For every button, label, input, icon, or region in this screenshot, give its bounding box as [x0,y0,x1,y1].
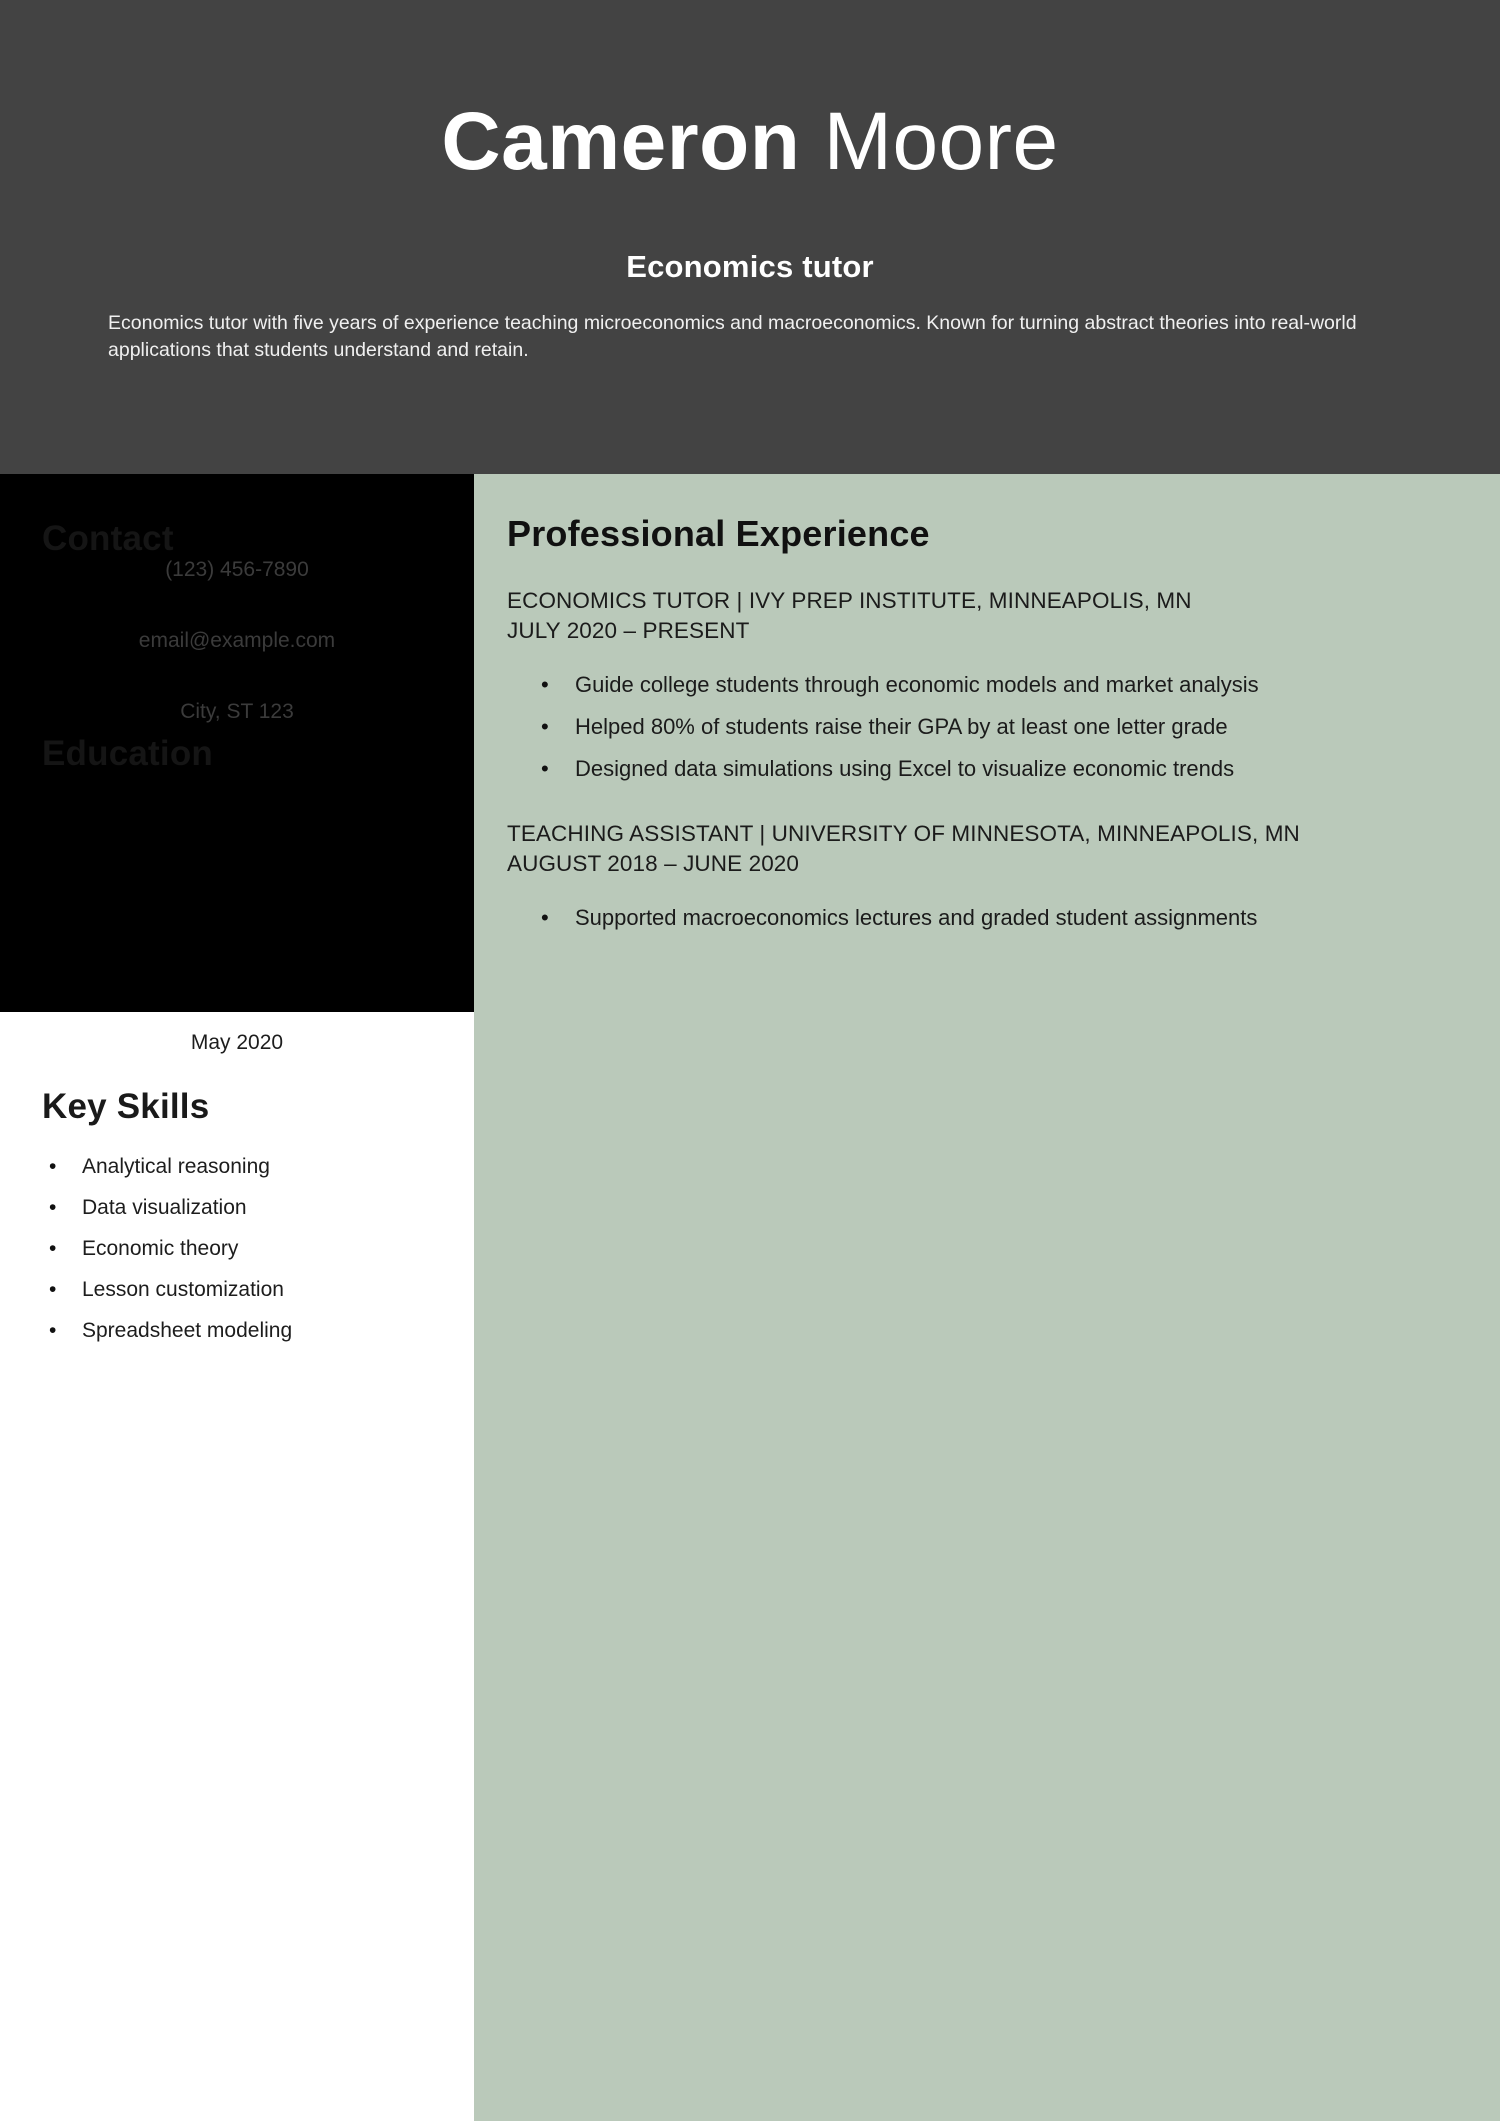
sidebar-column [0,474,474,2121]
skills-section-heading: Key Skills [42,1087,210,1126]
candidate-first-name: Cameron [441,96,801,187]
job-role-and-company: TEACHING ASSISTANT | UNIVERSITY OF MINNESOTA, MINNEAPOLIS, MN [507,821,1300,846]
job-role-and-company: ECONOMICS TUTOR | IVY PREP INSTITUTE, MINNEAPOLIS, MN [507,588,1192,613]
experience-section-heading: Professional Experience [507,513,930,554]
main-column [474,474,1500,2121]
professional-summary: Economics tutor with five years of experience teaching microeconomics and macroeconomics. Known for turning abstract theories into real-world applications that students understand and retain. [108,312,1357,361]
job-dates: AUGUST 2018 – JUNE 2020 [507,851,800,876]
candidate-name [0,98,1500,186]
list-item: • Spreadsheet modeling [82,1310,482,1351]
contact-address: City, ST 123 [180,700,294,723]
sidebar-dark-panel [0,474,474,1012]
job-dates: JULY 2020 – PRESENT [507,618,750,643]
list-item: • Supported macroeconomics lectures and graded student assignments [575,897,1467,939]
list-item: • Lesson customization [82,1269,482,1310]
list-item: • Data visualization [82,1187,482,1228]
list-item: • Economic theory [82,1228,482,1269]
contact-email[interactable]: email@example.com [138,629,336,652]
candidate-last-name: Moore [823,96,1059,187]
contact-section-heading: Contact [42,519,174,558]
education-section-heading: Education [42,734,213,773]
skills-list [42,1146,482,1351]
list-item: • Designed data simulations using Excel to visualize economic trends [575,748,1467,790]
list-item: • Helped 80% of students raise their GPA by at least one letter grade [575,706,1467,748]
resume-header [0,0,1500,474]
job-bullet-list [507,897,1467,939]
candidate-job-title: Economics tutor [626,249,874,284]
job-bullet-list [507,664,1467,790]
education-date: May 2020 [190,1031,284,1054]
contact-phone[interactable]: (123) 456-7890 [165,558,309,581]
list-item: • Analytical reasoning [82,1146,482,1187]
experience-entry [507,819,1467,939]
list-item: • Guide college students through economic models and market analysis [575,664,1467,706]
experience-entry [507,586,1467,790]
